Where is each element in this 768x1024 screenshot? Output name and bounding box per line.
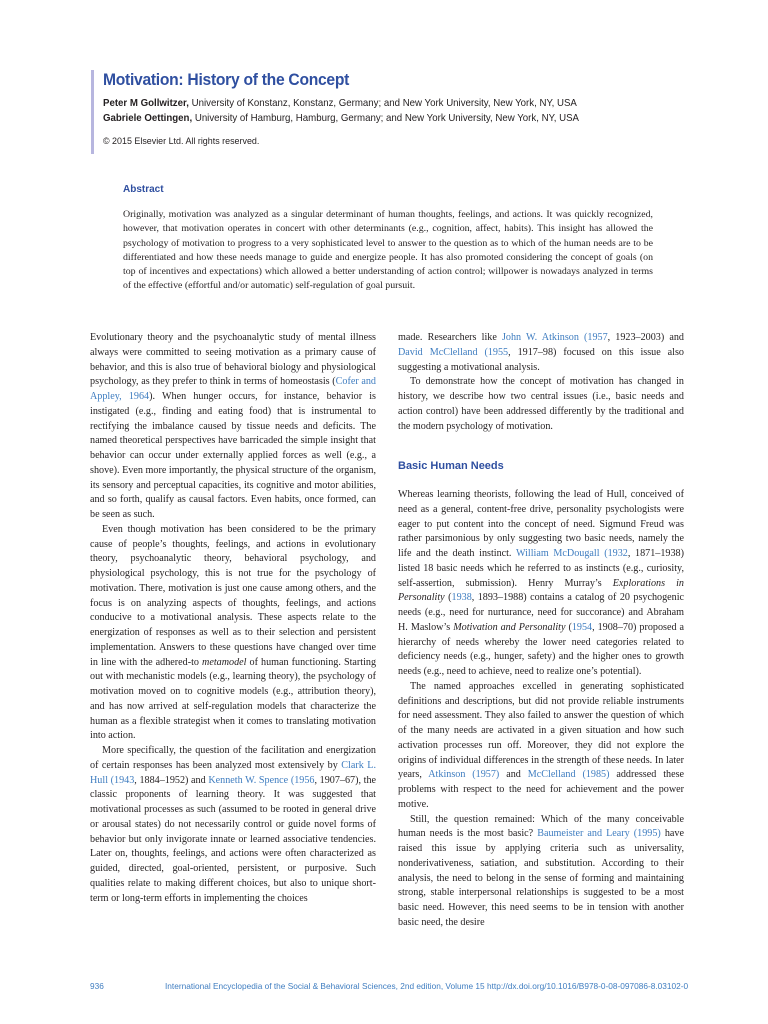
page-number: 936 [90,981,104,991]
paragraph: Whereas learning theorists, following the lead of Hull, conceived of need as a general, content-free drive, personality psychologists were eager to put content into the concept of need. Sigmund Freud was rather parsimonious by only suggesting two basic needs, namely the life and the death instinct. William McDougall (1932, 1871–1938) listed 18 basic needs which he referred to as instincts (e.g., curiosity, self-assertion, submission). Henry Murray’s Explorations in Personality (1938, 1893–1988) contains a catalog of 20 psychogenic needs (e.g., need for nurturance, need for succorance) and Abraham H. Maslow’s Motivation and Personality (1954, 1908–70) proposed a hierarchy of needs whereby the lower need categories related to deficiency needs (e.g., hunger, safety) and the higher ones to growth needs (e.g., need to achieve, need to realize one’s potential). [398,489,684,677]
section-heading: Basic Human Needs [398,460,504,473]
paragraph: Still, the question remained: Which of the many conceivable human needs is the most basic? Baumeister and Leary (1995) have raised this issue by applying criteria such as universality, nonderivativeness, satiation, and substitution. According to their analysis, the need to belong in the sense of forming and maintaining strong, stable interpersonal relationships is suggested to be a most basic need. However, this need seems to be in tension with another basic need, the desire [398,813,684,928]
copyright-notice: © 2015 Elsevier Ltd. All rights reserved. [103,136,260,147]
abstract-text: Originally, motivation was analyzed as a singular determinant of human thoughts, feelings, and actions. It was quickly recognized, however, that motivation operates in concert with other determinants (e.g., cognition, affect, habits). This insight has allowed the psychology of motivation to progress to a very sophisticated level to answer to the question as to which of the human needs are to be differentiated and how these needs manage to guide and energize people. It has also promoted considering the concept of goals (on top of incentives and expectations) which allowed a better understanding of action control; willpower is nowadays analyzed in terms of the effective (effortful and/or automatic) self-regulation of goal pursuit. [123,209,653,292]
citation-link[interactable]: David McClelland (1955 [398,346,509,358]
doi-link[interactable]: http://dx.doi.org/10.1016/B978-0-08-097086-8.03102-0 [487,981,689,991]
abstract-heading: Abstract [123,184,164,195]
author-affiliation: University of Hamburg, Hamburg, Germany; and New York University, New York, NY, USA [192,113,580,124]
right-column [398,331,684,931]
author-affiliation: University of Konstanz, Konstanz, Germany; and New York University, New York, NY, USA [188,98,577,109]
citation-link[interactable]: Kenneth W. Spence (1956 [208,774,315,786]
citation-link[interactable]: 1954 [571,621,593,633]
citation-link[interactable]: Clark L. Hull (1943 [90,759,376,786]
author-name: Peter M Gollwitzer, [103,98,189,109]
paragraph: The named approaches excelled in generating sophisticated definitions and descriptions, but did not provide reliable instruments for need assessment. They also failed to answer the question of which of the many needs are activated in a given situation and how such activation processes run off. Moreover, they did not explore the origins of individual differences in the strength of these needs. In later years, Atkinson (1957) and McClelland (1985) addressed these problems with respect to the need for achievement and the power motive. [398,680,685,810]
left-column [90,331,376,906]
citation-link[interactable]: Atkinson (1957) [428,769,500,781]
citation-link[interactable]: William McDougall (1932 [515,548,628,559]
citation-link[interactable]: 1938 [451,592,472,604]
title-accent-bar [91,70,94,154]
author-line-1 [103,98,577,109]
paragraph: made. Researchers like John W. Atkinson (1957, 1923–2003) and David McClelland (1955, 1917–98) focused on this issue also suggesting a motivational analysis. [398,332,684,373]
footer-source: International Encyclopedia of the Social & Behavioral Sciences, 2nd edition, Volume 15 [165,981,485,991]
citation-link[interactable]: Baumeister and Leary (1995) [537,828,661,840]
article-title: Motivation: History of the Concept [103,70,350,89]
author-name: Gabriele Oettingen, [103,113,193,124]
paragraph: Evolutionary theory and the psychoanalytic study of mental illness always were committed to seeing motivation as a primary cause of behavior, and this is also true of behavioral biology and physiological psychology, as they prefer to think in terms of homeostasis (Cofer and Appley, 1964). When hunger occurs, for instance, behavior is instigated (e.g., finding and eating food) that is instrumental to rectifying the imbalance caused by tissue needs and deficits. The named theoretical perspectives have barricaded the simple insight that behavior can occur under externally applied forces as well (e.g., a shove). Even more importantly, the physical structure of the organism, its sensory and perceptual capacities, its cognitive and motor abilities, and so forth, qualify as causal factors. Even habits, once formed, can be seen as such. [90,332,376,520]
paragraph: More specifically, the question of the facilitation and energization of certain responses has been analyzed most extensively by Clark L. Hull (1943, 1884–1952) and Kenneth W. Spence (1956, 1907–67), the classic proponents of learning theory. It was suggested that motivational processes as such (assumed to be rooted in general drive or arousal states) do not necessarily control or guide novel forms of behavior but only invigorate innate or learned associative tendencies. Later on, thoughts, feelings, and actions were often characterized as guided, directed, goal-oriented, persistent, or purposive. Such qualities relate to making different choices, but also to unique short-term or long-term efforts in implementing the choices [90,745,377,904]
author-line-2 [103,113,579,124]
citation-link[interactable]: John W. Atkinson (1957 [501,332,608,343]
citation-link[interactable]: McClelland (1985) [527,769,610,781]
citation-link[interactable]: Cofer and Appley, 1964 [90,376,376,402]
paragraph: Even though motivation has been considered to be the primary cause of people’s thoughts, feelings, and actions in evolutionary theory, psychoanalytic theory, behavioral psychology, and physiological psychology, this is not true for the psychology of motivation. There, motivation is just one cause among others, and the focus is on analyzing aspects of thoughts, feelings, and actions conducive to a motivational analysis. These aspects relate to the energization of responses as well as to their selection and persistent implementation. Answers to these questions have changed over time in line with the adhered-to metamodel of human functioning. Starting out with mechanistic models (e.g., learning theory), the psychology of motivation moved on to cognitive models (e.g., attribution theory), and has now arrived at self-regulation models that characterize the human as a flexible strategist when it comes to translating motivation into action. [90,523,377,742]
paragraph: To demonstrate how the concept of motivation has changed in history, we describe how two central issues (i.e., basic needs and action control) have been addressed differently by the traditional and the modern psychology of motivation. [398,376,684,432]
